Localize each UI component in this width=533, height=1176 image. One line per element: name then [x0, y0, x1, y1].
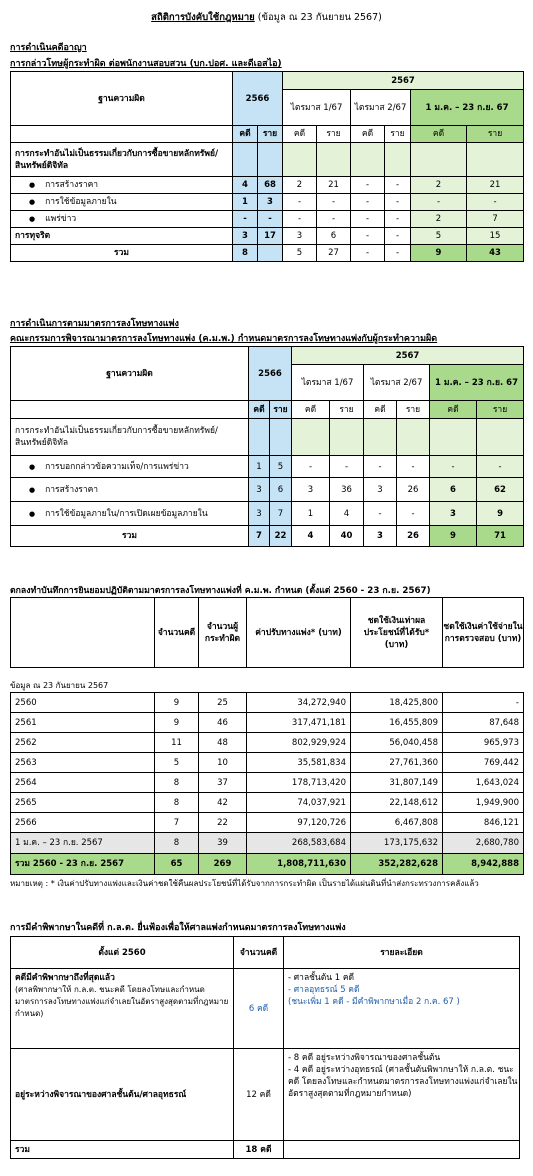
table-row: 2566 7 22 97,120,726 6,467,808 846,121	[11, 813, 524, 833]
s3-asof: ข้อมูล ณ 23 กันยายน 2567	[10, 681, 109, 690]
s3-table	[10, 692, 524, 875]
page-title: สถิติการบังคับใช้กฎหมาย (ข้อมูล ณ 23 กันยายน 2567)	[151, 12, 382, 23]
table-row: 2565 8 42 74,037,921 22,148,612 1,949,900	[11, 793, 524, 813]
s2-subheading: คณะกรรมการพิจารณามาตรการลงโทษทางแพ่ง (ค.ม.พ.) กำหนดมาตรการลงโทษทางแพ่งกับผู้กระทำความผิด	[10, 334, 438, 344]
s3-heading: ตกลงทำบันทึกการยินยอมปฏิบัติตามมาตรการลงโทษทางแพ่งที่ ค.ม.พ. กำหนด (ตั้งแต่ 2560 - 23 ก.ย. 2567)	[10, 586, 431, 596]
table-row: รวม 2560 - 23 ก.ย. 2567 65 269 1,808,711,630 352,282,628 8,942,888	[11, 854, 524, 875]
s3-header-table: จำนวนคดี จำนวนผู้กระทำผิด ค่าปรับทางแพ่ง* (บาท) ชดใช้เงินเท่าผลประโยชน์ที่ได้รับ* (บาท) ชดใช้เงินค่าใช้จ่ายในการตรวจสอบ (บาท)	[10, 597, 524, 668]
table-row: 2562 11 48 802,929,924 56,040,458 965,973	[11, 733, 524, 753]
table-row: 1 ม.ค. – 23 ก.ย. 2567 8 39 268,583,684 173,175,632 2,680,780	[11, 833, 524, 854]
s1-heading: การดำเนินคดีอาญา	[10, 43, 87, 53]
s4-heading: การมีคำพิพากษาในคดีที่ ก.ล.ต. ยื่นฟ้องเพื่อให้ศาลแพ่งกำหนดมาตรการลงโทษทางแพ่ง	[10, 923, 346, 933]
table-row: 2564 8 37 178,713,420 31,807,149 1,643,024	[11, 773, 524, 793]
s3-note: หมายเหตุ : * เงินค่าปรับทางแพ่งและเงินค่าชดใช้คืนผลประโยชน์ที่ได้รับจากการกระทำผิด เป็นรายได้แผ่นดินที่นำส่งกระทรวงการคลังแล้ว	[10, 879, 479, 888]
table-row: 2561 9 46 317,471,181 16,455,809 87,648	[11, 713, 524, 733]
table-row: 2563 5 10 35,581,834 27,761,360 769,442	[11, 753, 524, 773]
s1-subheading: การกล่าวโทษผู้กระทำผิด ต่อพนักงานสอบสวน (บก.ปอศ. และดีเอสไอ)	[10, 59, 282, 69]
s4-table: ตั้งแต่ 2560 จำนวนคดี รายละเอียด คดีมีคำพิพากษาถึงที่สุดแล้ว (ศาลพิพากษาให้ ก.ล.ต. ชนะคดี โดยลงโทษและกำหนดมาตรการลงโทษทางแพ่งแก่จำเลยในอัตราสูงสุดตามที่กฎหมายกำหนด) 6 คดี - ศาลชั้นต้น 1 คดี - ศาลอุทธรณ์ 5 คดี (ชนะเพิ่ม 1 คดี - มีคำพิพากษาเมื่อ 2 ก.ค. 67 ) อยู่ระหว่างพิจารณาของศาลชั้นต้น/ศาลอุทธรณ์ 12 คดี - 8 คดี อยู่ระหว่างพิจารณาของศาลชั้นต้น - 4 คดี อยู่ระหว่างอุทธรณ์ (ศาลชั้นต้นพิพากษาให้ ก.ล.ต. ชนะคดี โดยลงโทษและกำหนดมาตรการลงโทษทางแพ่งแก่จำเลยในอัตราสูงสุดตามที่กฎหมายกำหนด) รวม 18 คดี	[10, 936, 520, 1159]
s2-table: ฐานความผิด 2566 2567 ไตรมาส 1/67 ไตรมาส 2/67 1 ม.ค. – 23 ก.ย. 67 คดี ราย คดี ราย คดี ราย คดี ราย การกระทำอันไม่เป็นธรรมเกี่ยวกับการซื้อขายหลักทรัพย์/สินทรัพย์ดิจิทัล ● การบอกกล่าวข้อความเท็จ/การแพร่ข่าว 1 5 - - - - - - ● การสร้างราคา 3 6 3 36 3 26 6 62 ● การใช้ข้อมูลภายใน/การเปิดเผยข้อมูลภายใน 3 7 1 4 - - 3 9 รวม 7 22 4 40 3 26 9 71	[10, 346, 524, 547]
s1-table: ฐานความผิด 2566 2567 ไตรมาส 1/67 ไตรมาส 2/67 1 ม.ค. – 23 ก.ย. 67 คดี ราย คดี ราย คดี ราย คดี ราย การกระทำอันไม่เป็นธรรมเกี่ยวกับการซื้อขายหลักทรัพย์/สินทรัพย์ดิจิทัล ● การสร้างราคา 4 68 2 21 - - 2 21 ● การใช้ข้อมูลภายใน 1 3 - - - - - - ● แพร่ข่าว - - - - - - 2 7 การทุจริต 3 17 3 6 - - 5 15 รวม 8 5 27 - - 9 43	[10, 71, 524, 262]
table-row: 2560 9 25 34,272,940 18,425,800 -	[11, 693, 524, 713]
s2-heading: การดำเนินการตามมาตรการลงโทษทางแพ่ง	[10, 319, 179, 329]
